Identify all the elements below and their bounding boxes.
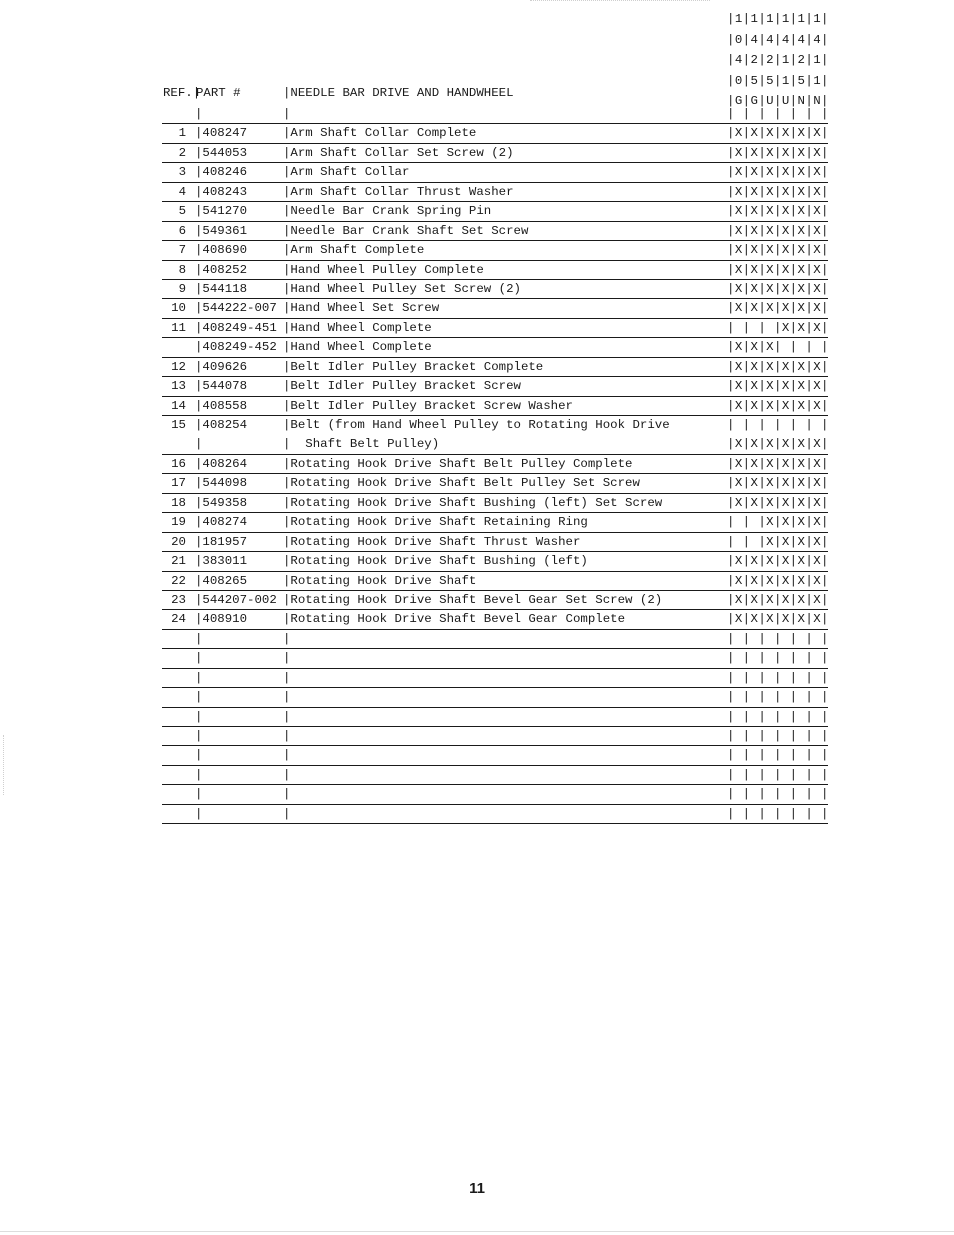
- table-row: [162, 377, 828, 396]
- model-flags-cell: |X|X|X|X|X|X|: [727, 398, 829, 413]
- model-flags-cell: | | |X|X|X|X|: [727, 515, 829, 530]
- table-row: [162, 416, 828, 435]
- model-flags-cell: |X|X|X|X|X|X|: [727, 126, 829, 141]
- table-row: [162, 319, 828, 338]
- model-flags-cell: |X|X|X|X|X|X|: [727, 243, 829, 258]
- description-cell: | Shaft Belt Pulley): [283, 437, 440, 452]
- description-cell: |Belt Idler Pulley Bracket Screw Washer: [283, 398, 573, 413]
- description-cell: |Arm Shaft Collar Set Screw (2): [283, 145, 514, 160]
- part-number-cell: |408247: [195, 126, 248, 141]
- table-row: [162, 727, 828, 746]
- model-code-row: |0|5|5|1|5|1|: [727, 73, 829, 88]
- table-row: [162, 124, 828, 143]
- part-number-cell: |544118: [195, 281, 248, 296]
- description-cell: |Rotating Hook Drive Shaft: [283, 573, 477, 588]
- model-code-row: |4|2|2|1|2|1|: [727, 53, 829, 68]
- description-cell: |: [283, 729, 291, 743]
- part-number-cell: |409626: [195, 359, 248, 374]
- table-row: [162, 455, 828, 474]
- spacer-flags-cell: | | | | | | |: [727, 107, 829, 121]
- model-flags-cell: |X|X|X|X|X|X|: [727, 223, 829, 238]
- model-code-row: |0|4|4|4|4|4|: [727, 32, 829, 47]
- table-row: [162, 202, 828, 221]
- table-row: [162, 397, 828, 416]
- part-number-cell: |408274: [195, 515, 248, 530]
- part-number-cell: |408265: [195, 573, 248, 588]
- part-number-cell: |: [195, 690, 203, 705]
- page-number: 11: [469, 1180, 485, 1197]
- ref-cell: 10: [171, 301, 186, 316]
- description-cell: |Needle Bar Crank Shaft Set Screw: [283, 223, 529, 238]
- part-number-cell: |: [195, 631, 203, 646]
- table-row: [162, 435, 828, 454]
- ref-cell: 8: [178, 262, 186, 277]
- spacer-part-cell: |: [195, 107, 203, 121]
- table-row: [162, 572, 828, 591]
- description-cell: |: [283, 690, 291, 705]
- table-row: [162, 785, 828, 804]
- model-flags-cell: |X|X|X|X|X|X|: [727, 379, 829, 394]
- description-cell: |Rotating Hook Drive Shaft Bushing (left) Set Screw: [283, 495, 663, 510]
- model-flags-cell: |X|X|X|X|X|X|: [727, 554, 829, 569]
- description-cell: |: [283, 670, 291, 685]
- description-cell: |Hand Wheel Complete: [283, 340, 432, 355]
- model-flags-cell: | | | | | | |: [727, 709, 829, 724]
- part-number-cell: |: [195, 651, 203, 666]
- table-row: [162, 144, 828, 163]
- model-flags-cell: |X|X|X|X|X|X|: [727, 476, 829, 491]
- ref-cell: 2: [178, 145, 186, 160]
- model-flags-cell: | | |X|X|X|X|: [727, 534, 829, 549]
- ref-column-header: REF.|: [163, 86, 201, 100]
- left-edge-mark: [3, 735, 4, 795]
- description-cell: |Rotating Hook Drive Shaft Belt Pulley Complete: [283, 456, 633, 471]
- part-number-cell: |549361: [195, 223, 248, 238]
- part-number-cell: |544053: [195, 145, 248, 160]
- description-cell: |Needle Bar Crank Spring Pin: [283, 204, 492, 219]
- table-row: [162, 746, 828, 765]
- part-number-cell: |544207-002: [195, 592, 277, 607]
- description-cell: |: [283, 651, 291, 666]
- part-number-cell: |: [195, 729, 203, 743]
- ref-cell: 7: [178, 243, 186, 258]
- description-cell: |: [283, 767, 291, 782]
- part-number-cell: |: [195, 670, 203, 685]
- model-code-row: |1|1|1|1|1|1|: [727, 12, 829, 26]
- part-number-cell: |408264: [195, 456, 248, 471]
- part-number-cell: |544098: [195, 476, 248, 491]
- top-edge-line: [530, 0, 710, 1]
- description-cell: |Rotating Hook Drive Shaft Retaining Ring: [283, 515, 588, 530]
- model-flags-cell: | | | | | | |: [727, 767, 829, 782]
- model-flags-cell: | | | | | | |: [727, 690, 829, 705]
- model-flags-cell: | | | | | | |: [727, 787, 829, 802]
- section-title: |NEEDLE BAR DRIVE AND HANDWHEEL: [283, 86, 514, 100]
- table-row: [162, 533, 828, 552]
- description-cell: |: [283, 787, 291, 802]
- parts-rows: [162, 124, 828, 824]
- part-number-cell: |408690: [195, 243, 248, 258]
- description-cell: |Arm Shaft Collar: [283, 165, 410, 180]
- description-cell: |Arm Shaft Collar Complete: [283, 126, 477, 141]
- ref-cell: 11: [171, 320, 186, 335]
- table-row: [162, 610, 828, 629]
- table-row: [162, 669, 828, 688]
- part-number-cell: |: [195, 709, 203, 724]
- table-row: [162, 805, 828, 824]
- part-number-cell: |408243: [195, 184, 248, 199]
- part-number-cell: |541270: [195, 204, 248, 219]
- ref-cell: 3: [178, 165, 186, 180]
- model-flags-cell: |X|X|X|X|X|X|: [727, 301, 829, 316]
- table-row: [162, 222, 828, 241]
- ref-cell: 16: [171, 456, 186, 471]
- ref-cell: 19: [171, 515, 186, 530]
- model-flags-cell: | | | | | | |: [727, 729, 829, 743]
- table-row: [162, 494, 828, 513]
- description-cell: |Arm Shaft Collar Thrust Washer: [283, 184, 514, 199]
- ref-cell: 15: [171, 418, 186, 432]
- ref-cell: 4: [178, 184, 186, 199]
- model-flags-cell: |X|X|X|X|X|X|: [727, 359, 829, 374]
- model-flags-cell: |X|X|X|X|X|X|: [727, 281, 829, 296]
- part-number-cell: |408246: [195, 165, 248, 180]
- model-flags-cell: |X|X|X|X|X|X|: [727, 456, 829, 471]
- model-flags-cell: | | | | | | |: [727, 670, 829, 685]
- ref-cell: 22: [171, 573, 186, 588]
- model-flags-cell: |X|X|X| | | |: [727, 340, 829, 355]
- ref-cell: 5: [178, 204, 186, 219]
- part-number-cell: |: [195, 767, 203, 782]
- table-row: [162, 766, 828, 785]
- ref-cell: 13: [171, 379, 186, 394]
- ref-cell: 9: [178, 281, 186, 296]
- table-row: [162, 299, 828, 318]
- ref-cell: 18: [171, 495, 186, 510]
- description-cell: |Rotating Hook Drive Shaft Belt Pulley Set Screw: [283, 476, 640, 491]
- description-cell: |Rotating Hook Drive Shaft Thrust Washer: [283, 534, 581, 549]
- model-flags-cell: |X|X|X|X|X|X|: [727, 184, 829, 199]
- description-cell: |Rotating Hook Drive Shaft Bevel Gear Set Screw (2): [283, 592, 663, 607]
- model-code-row: |G|G|U|U|N|N|: [727, 94, 829, 109]
- model-flags-cell: |X|X|X|X|X|X|: [727, 437, 829, 452]
- model-flags-cell: |X|X|X|X|X|X|: [727, 495, 829, 510]
- part-column-header: PART #: [196, 86, 241, 100]
- model-flags-cell: | | | | | | |: [727, 651, 829, 666]
- table-header: [163, 86, 826, 105]
- description-cell: |Hand Wheel Set Screw: [283, 301, 440, 316]
- description-cell: |Belt (from Hand Wheel Pulley to Rotating Hook Drive: [283, 418, 670, 432]
- table-row: [162, 474, 828, 493]
- table-row: [162, 708, 828, 727]
- ref-cell: 21: [171, 554, 186, 569]
- table-row: [162, 358, 828, 377]
- description-cell: |: [283, 631, 291, 646]
- table-row: [162, 338, 828, 357]
- header-spacer-row: [162, 105, 828, 124]
- description-cell: |Rotating Hook Drive Shaft Bushing (left): [283, 554, 588, 569]
- bottom-edge-line: [0, 1231, 954, 1232]
- model-flags-cell: | | | | | | |: [727, 806, 829, 821]
- model-flags-cell: |X|X|X|X|X|X|: [727, 204, 829, 219]
- model-flags-cell: |X|X|X|X|X|X|: [727, 612, 829, 627]
- ref-cell: 17: [171, 476, 186, 491]
- description-cell: |Hand Wheel Pulley Complete: [283, 262, 484, 277]
- table-row: [162, 241, 828, 260]
- part-number-cell: |408252: [195, 262, 248, 277]
- spacer-desc-cell: |: [283, 107, 291, 121]
- table-row: [162, 280, 828, 299]
- part-number-cell: |408254: [195, 418, 248, 432]
- model-flags-cell: |X|X|X|X|X|X|: [727, 573, 829, 588]
- ref-cell: 24: [171, 612, 186, 627]
- parts-table: [162, 105, 828, 824]
- part-number-cell: |383011: [195, 554, 248, 569]
- table-row: [162, 649, 828, 668]
- part-number-cell: |: [195, 437, 203, 452]
- model-flags-cell: | | | | | | |: [727, 748, 829, 763]
- table-row: [162, 688, 828, 707]
- description-cell: |Arm Shaft Complete: [283, 243, 425, 258]
- description-cell: |Belt Idler Pulley Bracket Complete: [283, 359, 544, 374]
- table-row: [162, 630, 828, 649]
- table-row: [162, 591, 828, 610]
- model-flags-cell: |X|X|X|X|X|X|: [727, 145, 829, 160]
- part-number-cell: |: [195, 748, 203, 763]
- description-cell: |: [283, 709, 291, 724]
- ref-cell: 1: [178, 126, 186, 141]
- part-number-cell: |181957: [195, 534, 248, 549]
- table-row: [162, 513, 828, 532]
- table-row: [162, 552, 828, 571]
- ref-cell: 14: [171, 398, 186, 413]
- description-cell: |: [283, 806, 291, 821]
- model-flags-cell: |X|X|X|X|X|X|: [727, 592, 829, 607]
- ref-cell: 20: [171, 534, 186, 549]
- description-cell: |Rotating Hook Drive Shaft Bevel Gear Complete: [283, 612, 626, 627]
- part-number-cell: |544078: [195, 379, 248, 394]
- part-number-cell: |408558: [195, 398, 248, 413]
- model-flags-cell: |X|X|X|X|X|X|: [727, 262, 829, 277]
- description-cell: |Hand Wheel Pulley Set Screw (2): [283, 281, 521, 296]
- model-flags-cell: | | | | | | |: [727, 418, 829, 432]
- ref-cell: 6: [178, 223, 186, 238]
- part-number-cell: |: [195, 806, 203, 821]
- part-number-cell: |408910: [195, 612, 248, 627]
- table-row: [162, 183, 828, 202]
- part-number-cell: |544222-007: [195, 301, 277, 316]
- part-number-cell: |408249-452: [195, 340, 277, 355]
- ref-cell: 12: [171, 359, 186, 374]
- description-cell: |Hand Wheel Complete: [283, 320, 432, 335]
- description-cell: |Belt Idler Pulley Bracket Screw: [283, 379, 521, 394]
- description-cell: |: [283, 748, 291, 763]
- model-flags-cell: |X|X|X|X|X|X|: [727, 165, 829, 180]
- table-row: [162, 261, 828, 280]
- model-flags-cell: | | | | | | |: [727, 631, 829, 646]
- table-row: [162, 163, 828, 182]
- ref-cell: 23: [171, 592, 186, 607]
- part-number-cell: |408249-451: [195, 320, 277, 335]
- model-flags-cell: | | | |X|X|X|: [727, 320, 829, 335]
- part-number-cell: |549358: [195, 495, 248, 510]
- part-number-cell: |: [195, 787, 203, 802]
